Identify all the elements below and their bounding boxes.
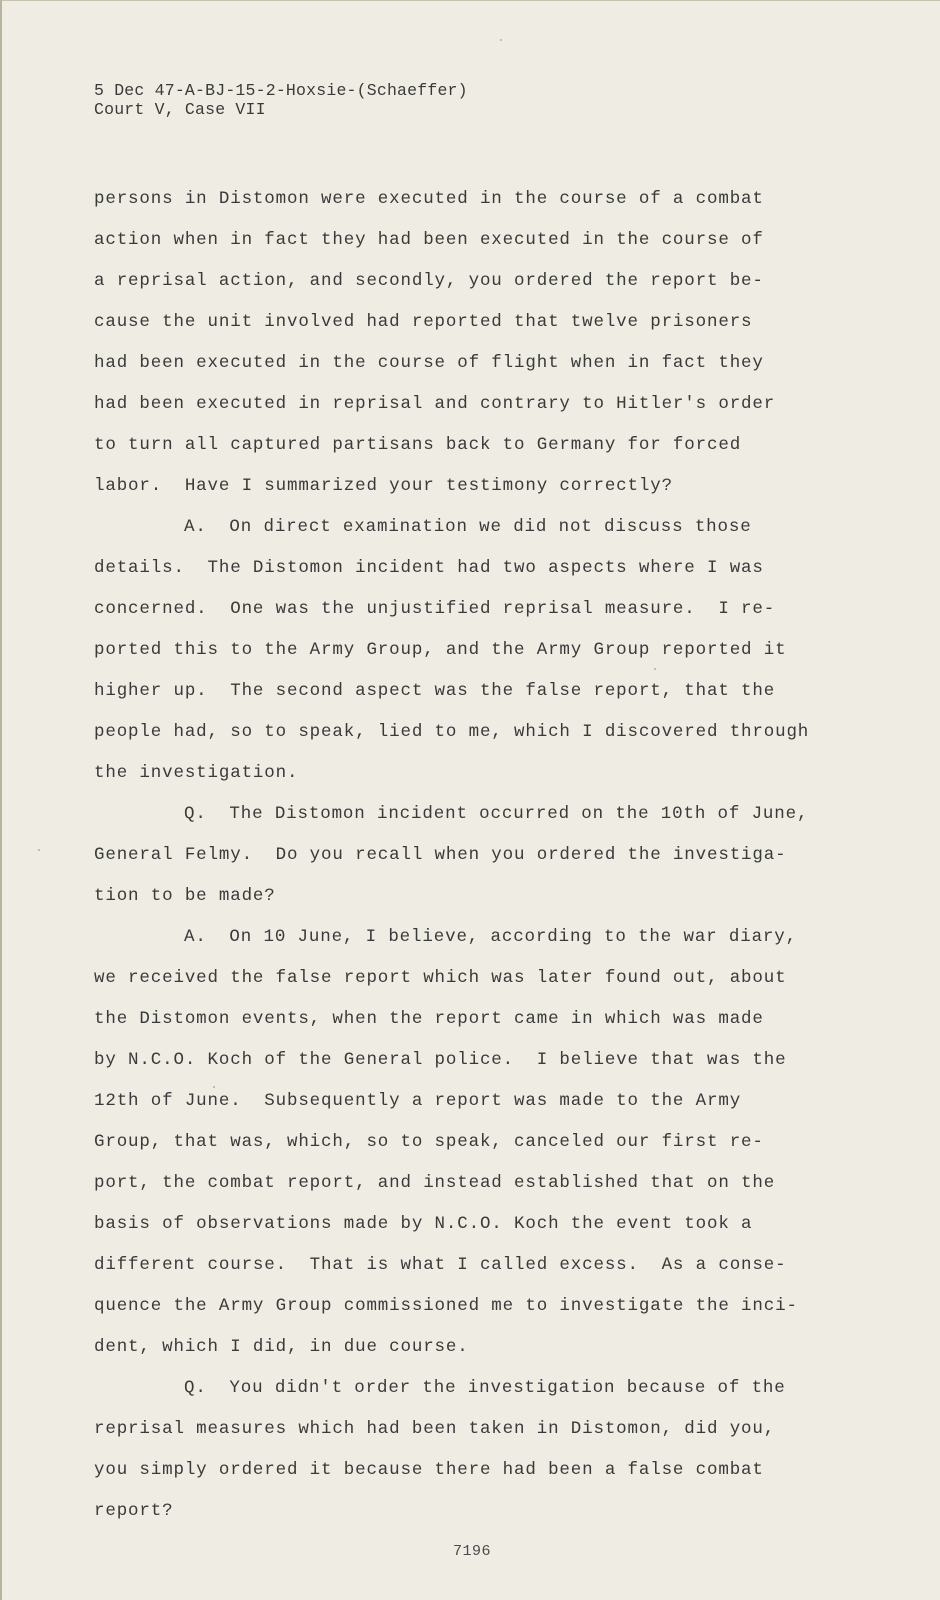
transcript-line: persons in Distomon were executed in the course of a combat (94, 189, 764, 209)
transcript-line: a reprisal action, and secondly, you ordered the report be- (94, 271, 764, 291)
transcript-line-answer: A. On direct examination we did not discuss those (184, 517, 752, 537)
transcript-line: cause the unit involved had reported that twelve prisoners (94, 312, 753, 332)
transcript-line: to turn all captured partisans back to Germany for forced (94, 435, 742, 455)
transcript-line: basis of observations made by N.C.O. Koch the event took a (94, 1214, 753, 1234)
transcript-line-answer: A. On 10 June, I believe, according to the war diary, (184, 927, 797, 947)
transcript-line: the Distomon events, when the report came in which was made (94, 1009, 764, 1029)
transcript-line: labor. Have I summarized your testimony correctly? (94, 476, 673, 496)
transcript-line: by N.C.O. Koch of the General police. I believe that was the (94, 1050, 787, 1070)
transcript-line: reprisal measures which had been taken in Distomon, did you, (94, 1419, 776, 1439)
transcript-line: quence the Army Group commissioned me to investigate the inci- (94, 1296, 798, 1316)
transcript-line: we received the false report which was later found out, about (94, 968, 787, 988)
paper-speck (500, 39, 502, 41)
header-court-line: Court V, Case VII (94, 100, 266, 119)
transcript-line: concerned. One was the unjustified reprisal measure. I re- (94, 599, 776, 619)
transcript-line: report? (94, 1501, 174, 1521)
transcript-line: had been executed in the course of flight when in fact they (94, 353, 764, 373)
transcript-line: action when in fact they had been executed in the course of (94, 230, 764, 250)
transcript-line: tion to be made? (94, 886, 276, 906)
transcript-line: people had, so to speak, lied to me, which I discovered through (94, 722, 810, 742)
transcript-line: dent, which I did, in due course. (94, 1337, 469, 1357)
transcript-line: the investigation. (94, 763, 299, 783)
transcript-line-question: Q. The Distomon incident occurred on the 10th of June, (184, 804, 809, 824)
transcript-line: you simply ordered it because there had been a false combat (94, 1460, 764, 1480)
transcript-line: port, the combat report, and instead established that on the (94, 1173, 776, 1193)
paper-speck (38, 849, 40, 851)
paper-speck (654, 668, 656, 670)
transcript-line: 12th of June. Subsequently a report was made to the Army (94, 1091, 742, 1111)
transcript-line: Group, that was, which, so to speak, canceled our first re- (94, 1132, 764, 1152)
page-number: 7196 (452, 1543, 491, 1560)
paper-speck (213, 1086, 215, 1088)
transcript-line: ported this to the Army Group, and the Army Group reported it (94, 640, 787, 660)
transcript-line: different course. That is what I called excess. As a conse- (94, 1255, 787, 1275)
header-reference-line: 5 Dec 47-A-BJ-15-2-Hoxsie-(Schaeffer) (94, 81, 468, 100)
transcript-line-question: Q. You didn't order the investigation because of the (184, 1378, 786, 1398)
transcript-line: details. The Distomon incident had two aspects where I was (94, 558, 764, 578)
transcript-body (94, 179, 894, 1532)
transcript-line: had been executed in reprisal and contrary to Hitler's order (94, 394, 776, 414)
transcript-line: General Felmy. Do you recall when you ordered the investiga- (94, 845, 787, 865)
transcript-line: higher up. The second aspect was the false report, that the (94, 681, 776, 701)
document-header (94, 81, 468, 119)
